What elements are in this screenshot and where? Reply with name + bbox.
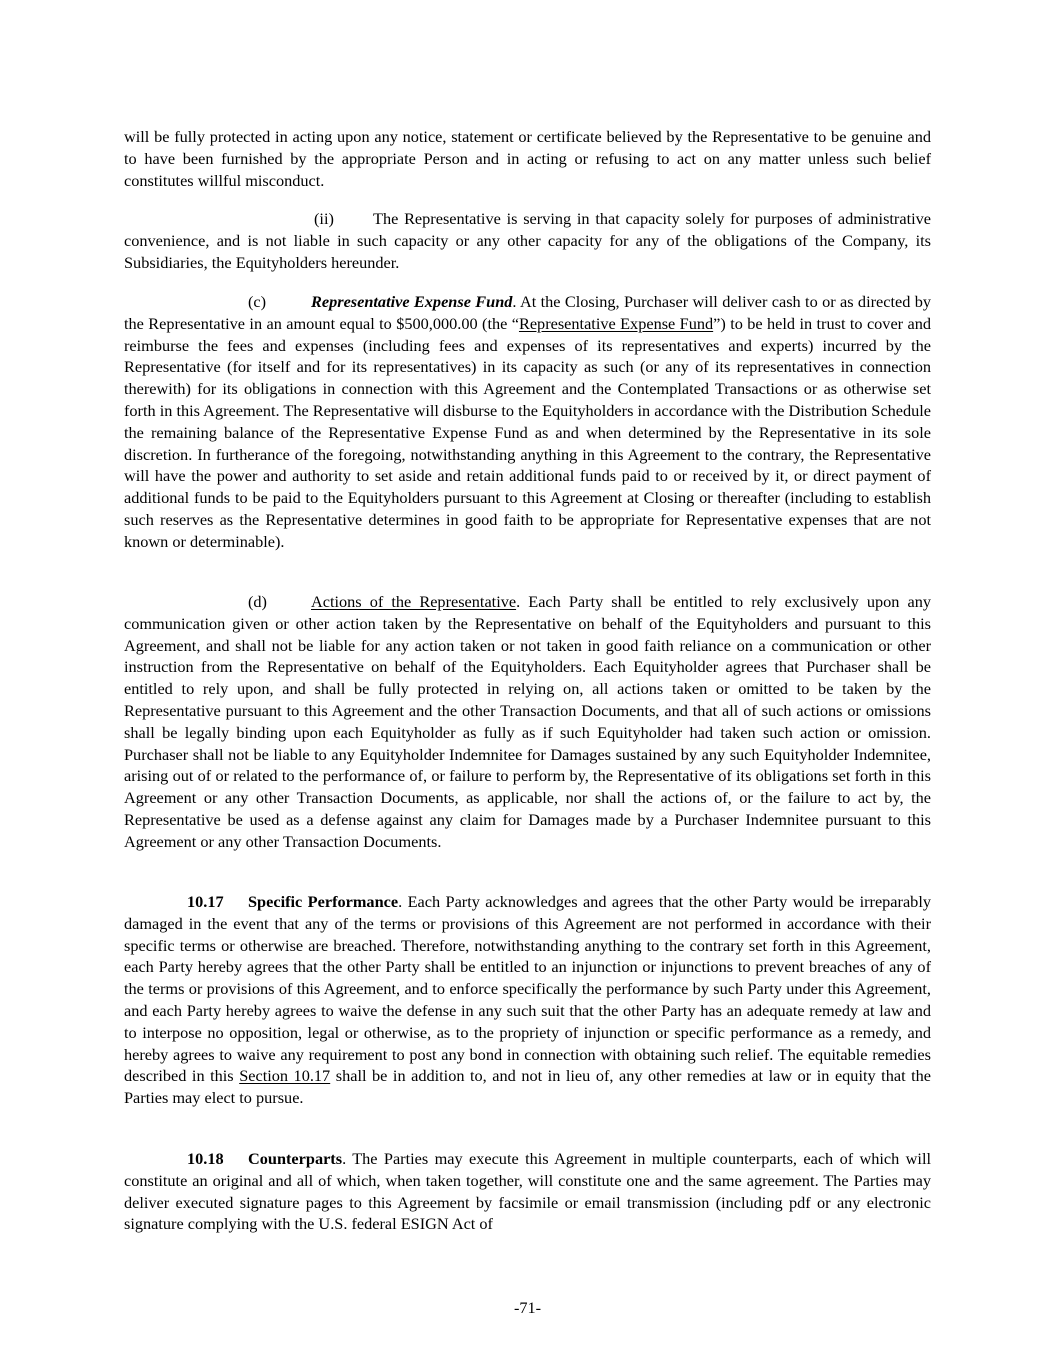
- paragraph-text: ”) to be held in trust to cover and reimburse the fees and expenses (including fees and expenses of its representatives and experts) incurred by the Representative (for itself and for its representatives) in its capacity as such (or any of its representatives in connection therewith) for its obligations in connection with this Agreement and the Contemplated Transactions or as otherwise set forth in this Agreement. The Representative will disburse to the Equityholders in accordance with the Distribution Schedule the remaining balance of the Representative Expense Fund as and when determined by the Representative in its sole discretion. In furtherance of the foregoing, notwithstanding anything in this Agreement to the contrary, the Representative will have the power and authority to set aside and retain additional funds paid to or received by it, or direct payment of additional funds to be paid to the Equityholders pursuant to this Agreement at Closing or thereafter (including to establish such reserves as the Representative determines in good faith to be appropriate for Representative expenses that are not known or determinable).: [124, 313, 932, 551]
- cross-reference-link[interactable]: Section 10.17: [239, 1066, 331, 1086]
- section-heading: Specific Performance: [248, 892, 399, 911]
- paragraph-d: [124, 591, 931, 853]
- page-number: -71-: [513, 1298, 542, 1317]
- paragraph-text: . Each Party shall be entitled to rely exclusively upon any communication given or other action taken by the Representative on behalf of the Equityholders and pursuant to this Agreement, and shall not be liable for any action taken or not taken in good faith reliance on a communication or other instruction from the Representative on behalf of the Equityholders. Each Equityholder agrees that Purchaser shall be entitled to rely upon, and shall be fully protected in relying on, all actions taken or omitted to be taken by the Representative pursuant to this Agreement and the other Transaction Documents, and that all of such actions or omissions shall be legally binding upon each Equityholder as fully as if such Equityholder had taken such action or omission. Purchaser shall not be liable to any Equityholder Indemnitee for Damages sustained by any such Equityholder Indemnitee, arising out of or related to the performance of, or failure to perform by, the Representative of its obligations set forth in this Agreement or any other Transaction Documents, as applicable, nor shall the actions of, or the failure to act by, the Representative be used as a defense against any claim for Damages made by a Purchaser Indemnitee pursuant to this Agreement or any other Transaction Documents.: [124, 592, 931, 851]
- section-heading: Representative Expense Fund: [311, 292, 513, 311]
- paragraph-marker: (ii): [314, 209, 334, 228]
- paragraph-text: will be fully protected in acting upon any notice, statement or certificate believed by the Representative to be genuine and to have been furnished by the appropriate Person and in acting or refusing to act on any matter unless such belief constitutes willful misconduct.: [124, 127, 931, 190]
- paragraph-text: . Each Party acknowledges and agrees that the other Party would be irreparably damaged in the event that any of the terms or provisions of this Agreement are not performed in accordance with their specific terms or otherwise are breached. Therefore, notwithstanding anything to the contrary set forth in this Agreement, each Party hereby agrees that the other Party shall be entitled to an injunction or injunctions to prevent breaches of any of the terms or provisions of this Agreement, and to enforce specifically the performance by such Party under this Agreement, and each Party hereby agrees to waive the defense in any such suit that the other Party has an adequate remedy at law and to interpose no opposition, legal or otherwise, as to the propriety of injunction or specific performance as a remedy, and hereby agrees to waive any requirement to post any bond in connection with obtaining such relief. The equitable remedies described in this: [124, 892, 931, 1086]
- paragraph-text: shall be in addition to, and not in lieu of, any other remedies at law or in equity that the Parties may elect to pursue.: [124, 1066, 932, 1108]
- section-heading: Counterparts: [248, 1149, 343, 1168]
- paragraph-ii: [124, 208, 931, 273]
- paragraph-text: . The Parties may execute this Agreement in multiple counterparts, each of which will constitute an original and all of which, when taken together, will constitute one and the same agreement. The Parties may deliver executed signature pages to this Agreement by facsimile or email transmission (including pdf or any electronic signature complying with the U.S. federal ESIGN Act of: [124, 1149, 931, 1234]
- paragraph-continuation: [124, 126, 931, 191]
- section-heading: Actions of the Representative: [311, 592, 517, 611]
- paragraph-c: [124, 291, 931, 553]
- paragraph-marker: (c): [248, 292, 267, 311]
- section-number: 10.17: [187, 892, 224, 911]
- section-10-17: [124, 891, 931, 1109]
- paragraph-marker: (d): [248, 592, 267, 611]
- paragraph-text: . At the Closing, Purchaser will deliver cash to or as directed by the Representative in an amount equal to $500,000.00 (the “: [124, 292, 932, 333]
- defined-term: Representative Expense Fund: [518, 313, 714, 333]
- paragraph-text: The Representative is serving in that capacity solely for purposes of administrative convenience, and is not liable in such capacity or any other capacity for any of the obligations of the Company, its Subsidiaries, the Equityholders hereunder.: [124, 209, 931, 272]
- section-10-18: [124, 1148, 931, 1235]
- section-number: 10.18: [187, 1149, 224, 1168]
